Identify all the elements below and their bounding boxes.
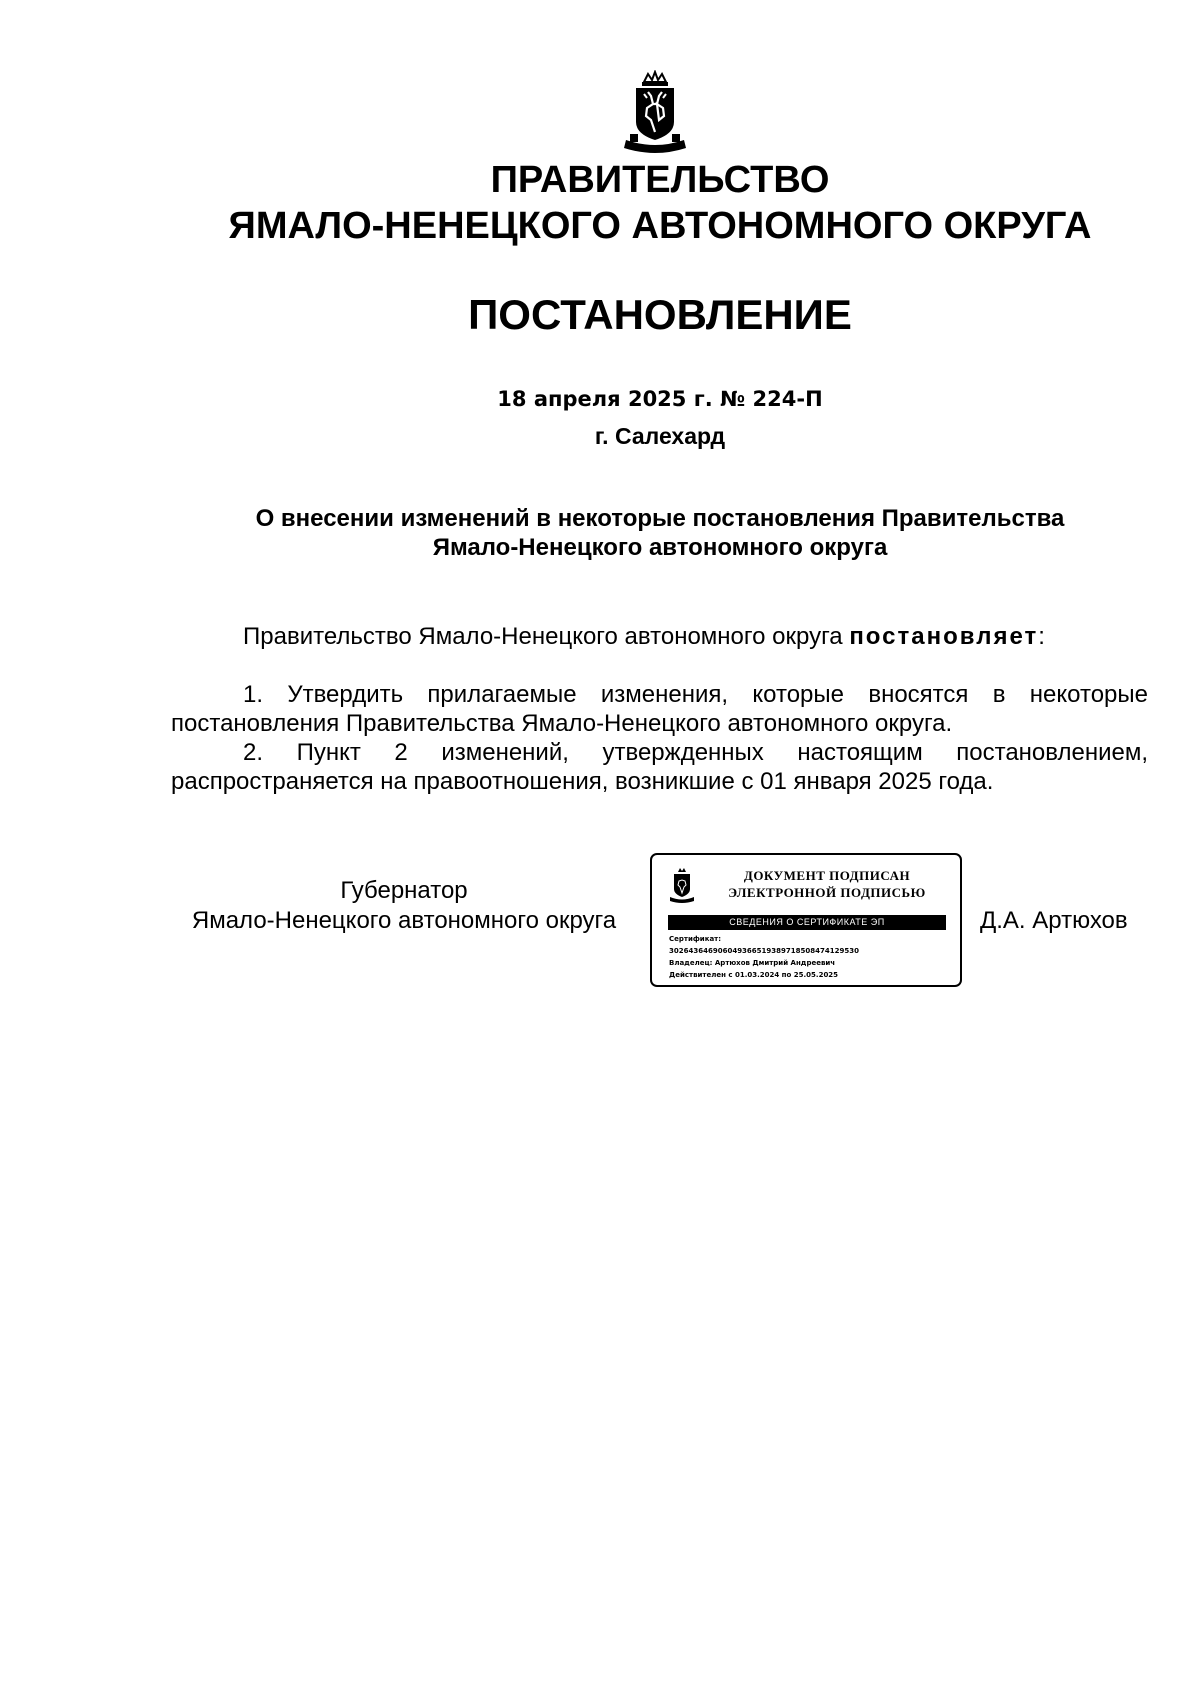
stamp-certificate-label: Сертификат:	[669, 935, 722, 943]
subject-line2: Ямало-Ненецкого автономного округа	[432, 534, 888, 561]
signer-name: Д.А. Артюхов	[980, 907, 1128, 934]
stamp-emblem-icon	[669, 867, 695, 903]
preamble	[243, 622, 1045, 652]
stamp-heading	[712, 867, 942, 901]
body-text	[171, 680, 1148, 796]
government-title-line1: ПРАВИТЕЛЬСТВО	[490, 159, 830, 201]
document-type: ПОСТАНОВЛЕНИЕ	[468, 291, 852, 338]
stamp-validity: Действителен с 01.03.2024 по 25.05.2025	[669, 971, 839, 979]
stamp-certificate-value: 302643646906049366519389718508474129530	[669, 947, 859, 955]
date-and-number: 18 апреля 2025 г. № 224-П	[497, 387, 823, 411]
city: г. Салехард	[594, 423, 726, 449]
stamp-owner: Владелец: Артюхов Дмитрий Андреевич	[669, 959, 836, 967]
preamble-text: Правительство Ямало-Ненецкого автономного округа	[243, 623, 850, 650]
signer-position-line1: Губернатор	[340, 877, 468, 904]
preamble-emphasis: постановляет	[849, 623, 1039, 650]
body-item-2: 2. Пункт 2 изменений, утвержденных настоящим постановлением, распространяется на правоотношения, возникшие с 01 января 2025 года.	[171, 739, 1148, 795]
coat-of-arms-emblem	[620, 70, 690, 154]
stamp-heading-line2: ЭЛЕКТРОННОЙ ПОДПИСЬЮ	[728, 885, 926, 900]
government-title-line2: ЯМАЛО-НЕНЕЦКОГО АВТОНОМНОГО ОКРУГА	[228, 205, 1092, 247]
body-item-1: 1. Утвердить прилагаемые изменения, которые вносятся в некоторые постановления Правительства Ямало-Ненецкого автономного округа.	[171, 681, 1148, 737]
signer-position-line2: Ямало-Ненецкого автономного округа	[191, 907, 617, 934]
preamble-end: :	[1038, 623, 1045, 650]
document-subject	[0, 504, 1200, 562]
stamp-heading-line1: ДОКУМЕНТ ПОДПИСАН	[743, 868, 911, 883]
signer-position	[171, 876, 637, 936]
stamp-certificate-details	[669, 933, 859, 981]
subject-line1: О внесении изменений в некоторые постановления Правительства	[255, 505, 1065, 532]
stamp-certificate-bar: СВЕДЕНИЯ О СЕРТИФИКАТЕ ЭП	[668, 915, 946, 930]
electronic-signature-stamp	[650, 853, 962, 987]
